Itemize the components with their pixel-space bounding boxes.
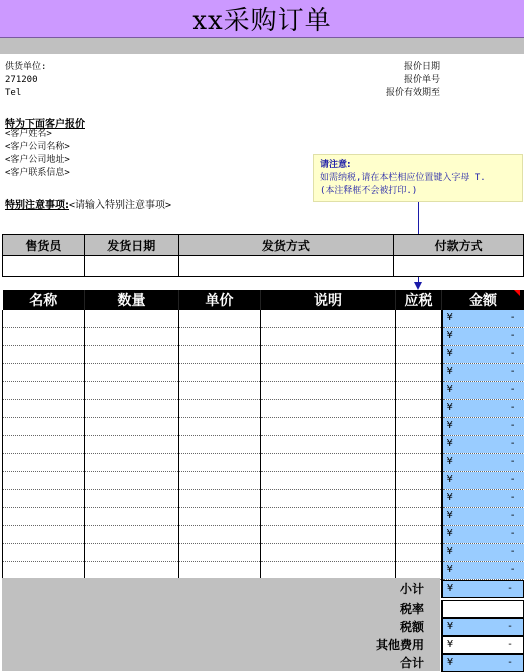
item-price-cell[interactable] xyxy=(179,310,261,328)
item-name-cell[interactable] xyxy=(3,400,85,418)
col-taxable-header: 应税 xyxy=(396,290,442,310)
item-desc-cell[interactable] xyxy=(261,472,396,490)
tooltip-line2: (本注释框不会被打印.) xyxy=(320,185,516,198)
item-price-cell[interactable] xyxy=(179,508,261,526)
item-taxable-cell[interactable] xyxy=(396,526,442,544)
item-price-cell[interactable] xyxy=(179,382,261,400)
sales-header-row xyxy=(3,235,524,256)
quote-info xyxy=(340,61,440,100)
items-body xyxy=(3,310,524,580)
item-name-cell[interactable] xyxy=(3,310,85,328)
header-divider xyxy=(0,38,524,54)
item-name-cell[interactable] xyxy=(3,364,85,382)
item-qty-cell[interactable] xyxy=(85,346,179,364)
item-amount-cell xyxy=(442,472,524,490)
sales-input-row xyxy=(3,256,524,277)
currency-symbol: ¥ xyxy=(447,657,453,668)
item-amount-cell xyxy=(442,382,524,400)
item-amount-cell xyxy=(442,508,524,526)
customer-info xyxy=(5,128,70,180)
item-amount-value: - xyxy=(511,384,515,395)
item-price-cell[interactable] xyxy=(179,436,261,454)
currency-symbol: ¥ xyxy=(447,330,453,341)
tooltip-arrow-icon xyxy=(414,282,422,290)
item-taxable-cell[interactable] xyxy=(396,544,442,562)
item-qty-cell[interactable] xyxy=(85,490,179,508)
item-taxable-cell[interactable] xyxy=(396,382,442,400)
table-row xyxy=(3,562,524,580)
item-qty-cell[interactable] xyxy=(85,400,179,418)
item-name-cell[interactable] xyxy=(3,562,85,580)
currency-symbol: ¥ xyxy=(447,621,453,632)
item-amount-cell xyxy=(442,310,524,328)
table-row xyxy=(3,490,524,508)
item-amount-cell xyxy=(442,526,524,544)
item-taxable-cell[interactable] xyxy=(396,508,442,526)
item-name-cell[interactable] xyxy=(3,382,85,400)
item-qty-cell[interactable] xyxy=(85,562,179,580)
item-amount-cell xyxy=(442,328,524,346)
item-price-cell[interactable] xyxy=(179,526,261,544)
item-amount-cell xyxy=(442,562,524,580)
ship-method-cell[interactable] xyxy=(178,256,394,277)
item-name-cell[interactable] xyxy=(3,436,85,454)
special-notes-input[interactable]: <请输入特别注意事项> xyxy=(69,200,171,211)
item-desc-cell[interactable] xyxy=(261,454,396,472)
tax-rate-cell[interactable] xyxy=(441,600,524,618)
item-price-cell[interactable] xyxy=(179,400,261,418)
currency-symbol: ¥ xyxy=(447,348,453,359)
item-qty-cell[interactable] xyxy=(85,454,179,472)
tax-rate-label: 税率 xyxy=(340,600,424,618)
currency-symbol: ¥ xyxy=(447,366,453,377)
table-row xyxy=(3,400,524,418)
tax-note-tooltip xyxy=(313,154,523,202)
table-row xyxy=(3,526,524,544)
currency-symbol: ¥ xyxy=(447,546,453,557)
item-amount-value: - xyxy=(511,528,515,539)
item-price-cell[interactable] xyxy=(179,364,261,382)
tooltip-title: 请注意: xyxy=(320,159,516,172)
subtotal-value: - xyxy=(507,583,513,594)
item-amount-cell xyxy=(442,364,524,382)
item-price-cell[interactable] xyxy=(179,346,261,364)
supplier-phone: 271200 xyxy=(5,74,46,87)
supplier-info xyxy=(5,61,46,100)
item-amount-value: - xyxy=(511,474,515,485)
item-amount-value: - xyxy=(511,312,515,323)
currency-symbol: ¥ xyxy=(447,312,453,323)
item-qty-cell[interactable] xyxy=(85,364,179,382)
quote-number-label: 报价单号 xyxy=(340,74,440,87)
other-fees-label: 其他费用 xyxy=(340,636,424,654)
item-amount-value: - xyxy=(511,420,515,431)
item-amount-value: - xyxy=(511,546,515,557)
item-amount-cell xyxy=(442,544,524,562)
item-taxable-cell[interactable] xyxy=(396,364,442,382)
currency-symbol: ¥ xyxy=(447,492,453,503)
table-row xyxy=(3,382,524,400)
tax-amount-value: - xyxy=(507,621,513,632)
item-desc-cell[interactable] xyxy=(261,346,396,364)
ship-date-cell[interactable] xyxy=(84,256,178,277)
item-qty-cell[interactable] xyxy=(85,328,179,346)
item-amount-value: - xyxy=(511,492,515,503)
item-desc-cell[interactable] xyxy=(261,526,396,544)
currency-symbol: ¥ xyxy=(447,456,453,467)
item-name-cell[interactable] xyxy=(3,490,85,508)
sales-info-table xyxy=(2,234,524,277)
supplier-label: 供货单位: xyxy=(5,61,46,74)
item-taxable-cell[interactable] xyxy=(396,418,442,436)
payment-method-cell[interactable] xyxy=(394,256,524,277)
col-name-header: 名称 xyxy=(3,290,85,310)
customer-heading: 特为下面客户报价 xyxy=(5,115,85,130)
table-row xyxy=(3,346,524,364)
item-taxable-cell[interactable] xyxy=(396,346,442,364)
item-desc-cell[interactable] xyxy=(261,382,396,400)
currency-symbol: ¥ xyxy=(447,564,453,575)
comment-indicator-icon xyxy=(514,290,520,296)
item-taxable-cell[interactable] xyxy=(396,400,442,418)
item-qty-cell[interactable] xyxy=(85,544,179,562)
item-taxable-cell[interactable] xyxy=(396,454,442,472)
item-amount-value: - xyxy=(511,330,515,341)
payment-method-header: 付款方式 xyxy=(394,235,524,256)
item-price-cell[interactable] xyxy=(179,472,261,490)
item-taxable-cell[interactable] xyxy=(396,436,442,454)
items-table-wrapper xyxy=(2,290,524,580)
quote-valid-label: 报价有效期至 xyxy=(340,87,440,100)
ship-method-header: 发货方式 xyxy=(178,235,394,256)
customer-name[interactable]: <客户姓名> xyxy=(5,128,70,141)
item-price-cell[interactable] xyxy=(179,490,261,508)
item-amount-cell xyxy=(442,490,524,508)
items-header-row xyxy=(3,290,524,310)
items-table xyxy=(2,290,524,580)
quote-date-label: 报价日期 xyxy=(340,61,440,74)
total-value: - xyxy=(507,657,513,668)
currency-symbol: ¥ xyxy=(447,528,453,539)
customer-company[interactable]: <客户公司名称> xyxy=(5,141,70,154)
currency-symbol: ¥ xyxy=(447,438,453,449)
item-name-cell[interactable] xyxy=(3,544,85,562)
table-row xyxy=(3,436,524,454)
item-name-cell[interactable] xyxy=(3,328,85,346)
special-notes-label: 特别注意事项: xyxy=(5,200,69,211)
item-name-cell[interactable] xyxy=(3,508,85,526)
salesperson-header: 售货员 xyxy=(3,235,85,256)
currency-symbol: ¥ xyxy=(447,583,453,594)
item-qty-cell[interactable] xyxy=(85,436,179,454)
currency-symbol: ¥ xyxy=(447,384,453,395)
item-taxable-cell[interactable] xyxy=(396,562,442,580)
item-amount-value: - xyxy=(511,510,515,521)
tax-amount-cell xyxy=(441,618,524,636)
supplier-tel: Tel xyxy=(5,87,46,100)
item-amount-cell xyxy=(442,418,524,436)
item-price-cell[interactable] xyxy=(179,418,261,436)
item-desc-cell[interactable] xyxy=(261,364,396,382)
currency-symbol: ¥ xyxy=(447,420,453,431)
total-cell xyxy=(441,654,524,672)
item-amount-value: - xyxy=(511,366,515,377)
item-amount-cell xyxy=(442,346,524,364)
item-qty-cell[interactable] xyxy=(85,418,179,436)
subtotal-label: 小计 xyxy=(340,580,424,598)
item-price-cell[interactable] xyxy=(179,454,261,472)
table-row xyxy=(3,364,524,382)
item-qty-cell[interactable] xyxy=(85,508,179,526)
tax-amount-label: 税额 xyxy=(340,618,424,636)
item-desc-cell[interactable] xyxy=(261,418,396,436)
customer-contact[interactable]: <客户联系信息> xyxy=(5,167,70,180)
item-desc-cell[interactable] xyxy=(261,508,396,526)
item-amount-value: - xyxy=(511,348,515,359)
item-name-cell[interactable] xyxy=(3,454,85,472)
item-qty-cell[interactable] xyxy=(85,310,179,328)
item-name-cell[interactable] xyxy=(3,472,85,490)
item-qty-cell[interactable] xyxy=(85,382,179,400)
table-row xyxy=(3,418,524,436)
customer-address[interactable]: <客户公司地址> xyxy=(5,154,70,167)
other-fees-value: - xyxy=(507,639,513,650)
item-desc-cell[interactable] xyxy=(261,544,396,562)
item-qty-cell[interactable] xyxy=(85,526,179,544)
subtotal-cell xyxy=(441,580,524,598)
total-label: 合计 xyxy=(340,654,424,672)
item-taxable-cell[interactable] xyxy=(396,328,442,346)
currency-symbol: ¥ xyxy=(447,474,453,485)
item-amount-value: - xyxy=(511,564,515,575)
currency-symbol: ¥ xyxy=(447,639,453,650)
salesperson-cell[interactable] xyxy=(3,256,85,277)
tooltip-line1: 如需纳税,请在本栏相应位置键入字母 T. xyxy=(320,172,516,185)
item-amount-value: - xyxy=(511,438,515,449)
item-taxable-cell[interactable] xyxy=(396,490,442,508)
table-row xyxy=(3,508,524,526)
special-notes xyxy=(5,196,171,211)
col-price-header: 单价 xyxy=(179,290,261,310)
table-row xyxy=(3,328,524,346)
item-amount-cell xyxy=(442,454,524,472)
item-taxable-cell[interactable] xyxy=(396,310,442,328)
other-fees-cell[interactable] xyxy=(441,636,524,654)
col-desc-header: 说明 xyxy=(261,290,396,310)
item-amount-cell xyxy=(442,436,524,454)
item-name-cell[interactable] xyxy=(3,346,85,364)
col-amount-header: 金额 xyxy=(442,290,524,310)
item-qty-cell[interactable] xyxy=(85,472,179,490)
item-name-cell[interactable] xyxy=(3,526,85,544)
item-name-cell[interactable] xyxy=(3,418,85,436)
currency-symbol: ¥ xyxy=(447,510,453,521)
item-price-cell[interactable] xyxy=(179,562,261,580)
item-taxable-cell[interactable] xyxy=(396,472,442,490)
table-row xyxy=(3,310,524,328)
item-price-cell[interactable] xyxy=(179,544,261,562)
table-row xyxy=(3,454,524,472)
table-row xyxy=(3,544,524,562)
item-price-cell[interactable] xyxy=(179,328,261,346)
ship-date-header: 发货日期 xyxy=(84,235,178,256)
item-amount-cell xyxy=(442,400,524,418)
currency-symbol: ¥ xyxy=(447,402,453,413)
item-desc-cell[interactable] xyxy=(261,328,396,346)
document-title: xx采购订单 xyxy=(0,0,524,38)
item-desc-cell[interactable] xyxy=(261,400,396,418)
item-desc-cell[interactable] xyxy=(261,436,396,454)
item-amount-value: - xyxy=(511,456,515,467)
item-desc-cell[interactable] xyxy=(261,310,396,328)
item-desc-cell[interactable] xyxy=(261,562,396,580)
item-amount-value: - xyxy=(511,402,515,413)
col-qty-header: 数量 xyxy=(85,290,179,310)
table-row xyxy=(3,472,524,490)
item-desc-cell[interactable] xyxy=(261,490,396,508)
